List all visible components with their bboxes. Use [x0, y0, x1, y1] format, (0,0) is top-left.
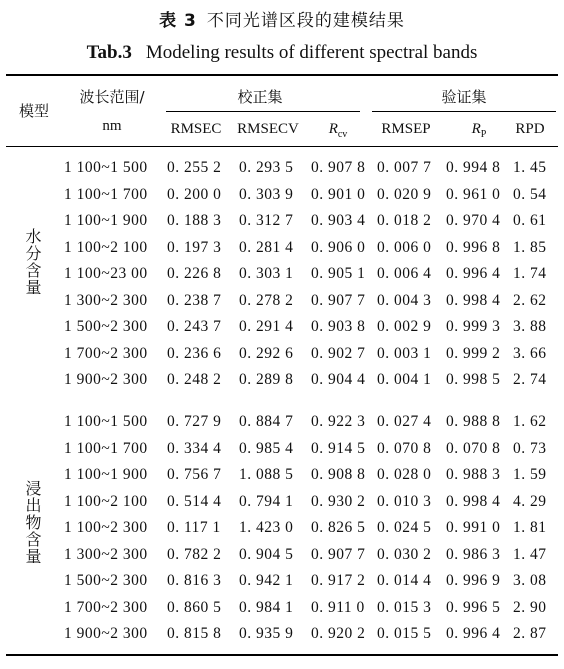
cell-rpd: 4. 29 [513, 492, 547, 510]
cell-rmsec: 0. 226 8 [167, 265, 222, 282]
cell-rpd: 1. 62 [513, 413, 547, 430]
cell-rpd: 2. 90 [513, 598, 547, 616]
table-top-rule [6, 74, 558, 76]
header-calibration-set: 校正集 [237, 88, 283, 106]
group-label-moisture: 水分含量 [23, 228, 42, 296]
cell-range: 1 900~2 300 [64, 371, 148, 388]
cell-rmsep: 0. 015 5 [377, 625, 432, 642]
cell-range: 1 100~1 700 [64, 185, 148, 203]
header-rpd: RPD [515, 121, 545, 137]
cell-rcv: 0. 906 0 [311, 238, 366, 256]
table-row [0, 466, 564, 492]
cell-rmsec: 0. 248 2 [167, 371, 222, 388]
cell-range: 1 300~2 300 [64, 291, 148, 309]
header-rp-sub: P [480, 129, 487, 140]
table-row [0, 572, 564, 598]
header-rmsep: RMSEP [381, 121, 431, 137]
cell-rmsep: 0. 070 8 [377, 439, 432, 457]
cell-rmsecv: 1. 423 0 [239, 519, 294, 536]
cell-range: 1 300~2 300 [64, 545, 148, 563]
cell-rmsec: 0. 727 9 [167, 413, 222, 430]
cell-rpd: 2. 74 [513, 371, 547, 388]
cell-rmsep: 0. 020 9 [377, 185, 432, 203]
cell-rcv: 0. 903 4 [311, 212, 366, 229]
cell-rmsecv: 0. 794 1 [239, 492, 294, 510]
header-rmsecv: RMSECV [237, 121, 299, 137]
group-label-extract: 浸出物含量 [23, 480, 42, 565]
header-rp [452, 121, 506, 140]
cell-rp: 0. 998 4 [446, 492, 501, 510]
header-range-line1: 波长范围/ [79, 88, 145, 106]
cell-rpd: 2. 87 [513, 625, 547, 642]
cell-rcv: 0. 908 8 [311, 466, 366, 483]
cell-rcv: 0. 901 0 [311, 185, 366, 203]
cell-rcv: 0. 907 8 [311, 159, 366, 176]
cell-range: 1 100~1 700 [64, 439, 148, 457]
header-rcv [308, 121, 368, 140]
validation-subrule [372, 111, 556, 112]
cell-rcv: 0. 911 0 [311, 598, 365, 616]
cell-rcv: 0. 902 7 [311, 344, 366, 362]
cell-rcv: 0. 930 2 [311, 492, 366, 510]
cell-rp: 0. 961 0 [446, 185, 501, 203]
cell-rmsep: 0. 030 2 [377, 545, 432, 563]
cell-rmsep: 0. 006 4 [377, 265, 432, 282]
cell-rmsep: 0. 027 4 [377, 413, 432, 430]
table-number-en: Tab.3 [86, 42, 132, 63]
cell-range: 1 700~2 300 [64, 598, 148, 616]
cell-rmsep: 0. 015 3 [377, 598, 432, 616]
cell-rcv: 0. 917 2 [311, 572, 366, 589]
cell-rmsec: 0. 236 6 [167, 344, 222, 362]
table-row [0, 371, 564, 397]
cell-rmsep: 0. 024 5 [377, 519, 432, 536]
cell-rmsec: 0. 815 8 [167, 625, 222, 642]
table-row [0, 212, 564, 238]
cell-rmsecv: 0. 291 4 [239, 318, 294, 335]
cell-rmsep: 0. 018 2 [377, 212, 432, 229]
cell-range: 1 100~2 100 [64, 238, 148, 256]
table-title-cn [0, 6, 564, 31]
table-caption-en: Modeling results of different spectral bands [145, 42, 478, 63]
table-row [0, 493, 564, 519]
cell-rp: 0. 988 3 [446, 466, 501, 483]
table-caption-cn: 不同光谱区段的建模结果 [206, 11, 405, 31]
cell-rcv: 0. 922 3 [311, 413, 366, 430]
cell-range: 1 100~1 900 [64, 212, 148, 229]
cell-rmsep: 0. 007 7 [377, 159, 432, 176]
cell-rmsecv: 0. 293 5 [239, 159, 294, 176]
table-title-en [0, 42, 564, 64]
cell-rpd: 1. 85 [513, 238, 547, 256]
cell-rmsec: 0. 238 7 [167, 291, 222, 309]
cell-rmsecv: 0. 303 9 [239, 185, 294, 203]
cell-rp: 0. 996 5 [446, 598, 501, 616]
cell-rcv: 0. 904 4 [311, 371, 366, 388]
cell-rmsec: 0. 816 3 [167, 572, 222, 589]
cell-range: 1 100~2 300 [64, 519, 148, 536]
cell-rp: 0. 996 9 [446, 572, 501, 589]
cell-rp: 0. 998 4 [446, 291, 501, 309]
cell-rpd: 3. 08 [513, 572, 547, 589]
cell-rmsep: 0. 014 4 [377, 572, 432, 589]
cell-range: 1 100~1 500 [64, 159, 148, 176]
cell-rmsecv: 0. 884 7 [239, 413, 294, 430]
cell-rp: 0. 991 0 [446, 519, 501, 536]
cell-rp: 0. 070 8 [446, 439, 501, 457]
cell-rmsep: 0. 002 9 [377, 318, 432, 335]
cell-rp: 0. 970 4 [446, 212, 501, 229]
header-bottom-rule [6, 146, 558, 147]
table-row [0, 318, 564, 344]
header-rp-main: R [471, 121, 481, 137]
cell-rp: 0. 999 2 [446, 344, 501, 362]
cell-rmsep: 0. 006 0 [377, 238, 432, 256]
cell-rmsec: 0. 756 7 [167, 466, 222, 483]
header-rcv-sub: cv [337, 129, 348, 140]
cell-rmsep: 0. 028 0 [377, 466, 432, 483]
table-row [0, 186, 564, 212]
cell-rmsecv: 0. 985 4 [239, 439, 294, 457]
cell-rmsec: 0. 200 0 [167, 185, 222, 203]
cell-rpd: 1. 47 [513, 545, 547, 563]
cell-rpd: 1. 45 [513, 159, 547, 176]
cell-rmsecv: 0. 935 9 [239, 625, 294, 642]
table-row [0, 440, 564, 466]
cell-rcv: 0. 907 7 [311, 545, 366, 563]
cell-rmsec: 0. 188 3 [167, 212, 222, 229]
cell-range: 1 100~2 100 [64, 492, 148, 510]
cell-rmsep: 0. 010 3 [377, 492, 432, 510]
cell-rmsecv: 0. 904 5 [239, 545, 294, 563]
table-row [0, 599, 564, 625]
cell-rp: 0. 996 4 [446, 265, 501, 282]
cell-rmsec: 0. 197 3 [167, 238, 222, 256]
cell-rpd: 3. 88 [513, 318, 547, 335]
cell-rp: 0. 986 3 [446, 545, 501, 563]
cell-rpd: 0. 61 [513, 212, 547, 229]
cell-rmsec: 0. 255 2 [167, 159, 222, 176]
cell-rp: 0. 996 4 [446, 625, 501, 642]
cell-rpd: 1. 59 [513, 466, 547, 483]
cell-rp: 0. 988 8 [446, 413, 501, 430]
header-model: 模型 [18, 102, 49, 120]
cell-range: 1 100~23 00 [64, 265, 148, 282]
cell-rmsecv: 0. 312 7 [239, 212, 294, 229]
cell-range: 1 100~1 500 [64, 413, 148, 430]
cell-rpd: 3. 66 [513, 344, 547, 362]
header-validation-set: 验证集 [441, 88, 487, 106]
table-row [0, 345, 564, 371]
cell-rcv: 0. 826 5 [311, 519, 366, 536]
table-row [0, 159, 564, 185]
cell-rpd: 0. 54 [513, 185, 547, 203]
cell-range: 1 100~1 900 [64, 466, 148, 483]
cell-rmsecv: 0. 303 1 [239, 265, 294, 282]
cell-rcv: 0. 903 8 [311, 318, 366, 335]
header-rmsec: RMSEC [170, 121, 222, 137]
cell-rmsecv: 0. 984 1 [239, 598, 294, 616]
cell-rmsecv: 0. 281 4 [239, 238, 294, 256]
cell-rcv: 0. 920 2 [311, 625, 366, 642]
cell-rpd: 1. 81 [513, 519, 547, 536]
header-rcv-main: R [328, 121, 338, 137]
cell-rmsecv: 1. 088 5 [239, 466, 294, 483]
cell-rp: 0. 999 3 [446, 318, 501, 335]
table-row [0, 625, 564, 651]
cell-rcv: 0. 907 7 [311, 291, 366, 309]
table-row [0, 546, 564, 572]
table-number-cn: 表 3 [159, 11, 197, 31]
calibration-subrule [166, 111, 360, 112]
cell-rcv: 0. 905 1 [311, 265, 366, 282]
table-row [0, 413, 564, 439]
cell-range: 1 500~2 300 [64, 318, 148, 335]
cell-range: 1 700~2 300 [64, 344, 148, 362]
cell-rmsecv: 0. 289 8 [239, 371, 294, 388]
cell-rmsep: 0. 004 1 [377, 371, 432, 388]
cell-range: 1 500~2 300 [64, 572, 148, 589]
cell-rmsecv: 0. 942 1 [239, 572, 294, 589]
table-row [0, 239, 564, 265]
cell-rmsecv: 0. 278 2 [239, 291, 294, 309]
header-range-line2: nm [102, 118, 122, 134]
cell-rmsec: 0. 117 1 [167, 519, 221, 536]
cell-rmsecv: 0. 292 6 [239, 344, 294, 362]
cell-rmsep: 0. 003 1 [377, 344, 432, 362]
cell-rmsep: 0. 004 3 [377, 291, 432, 309]
cell-rmsec: 0. 860 5 [167, 598, 222, 616]
cell-rmsec: 0. 334 4 [167, 439, 222, 457]
cell-rpd: 0. 73 [513, 439, 547, 457]
cell-rp: 0. 998 5 [446, 371, 501, 388]
cell-rp: 0. 994 8 [446, 159, 501, 176]
table-row [0, 292, 564, 318]
cell-rmsec: 0. 782 2 [167, 545, 222, 563]
cell-rmsec: 0. 243 7 [167, 318, 222, 335]
table-bottom-rule [6, 654, 558, 656]
cell-rmsec: 0. 514 4 [167, 492, 222, 510]
table-row [0, 265, 564, 291]
cell-rp: 0. 996 8 [446, 238, 501, 256]
cell-rpd: 1. 74 [513, 265, 547, 282]
cell-range: 1 900~2 300 [64, 625, 148, 642]
cell-rpd: 2. 62 [513, 291, 547, 309]
table-row [0, 519, 564, 545]
cell-rcv: 0. 914 5 [311, 439, 366, 457]
